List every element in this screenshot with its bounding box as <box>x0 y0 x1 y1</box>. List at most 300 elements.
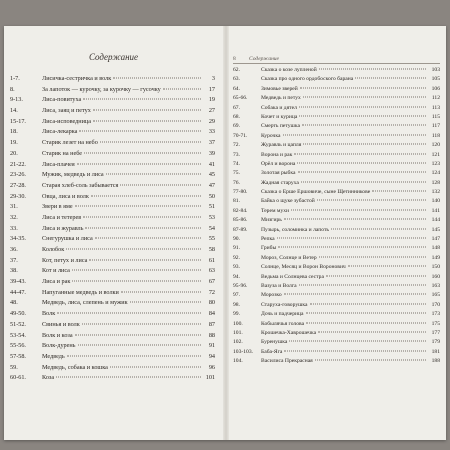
toc-entry <box>233 132 440 141</box>
toc-entry-number: 33. <box>10 224 18 232</box>
dot-leader <box>130 302 201 303</box>
dot-leader <box>93 120 201 121</box>
toc-entry-title: За лапоток — курочку, за курочку — гусочку <box>42 85 161 93</box>
toc-entry-number: 44-47. <box>10 288 26 296</box>
toc-entry-page: 148 <box>431 245 440 252</box>
toc-entry <box>233 357 440 366</box>
toc-entry-number: 55-56. <box>10 342 26 350</box>
toc-entry-page: 145 <box>431 226 440 233</box>
toc-entry <box>233 235 440 244</box>
toc-entry-page: 41 <box>208 160 215 168</box>
toc-entry-number: 20. <box>10 149 18 157</box>
toc-entry-title: Жадная старуха <box>261 179 299 186</box>
toc-entry-number: 32. <box>10 213 18 221</box>
dot-leader <box>121 291 201 292</box>
toc-entry-title: Мизгирь <box>261 217 282 224</box>
toc-entry-number: 65-66. <box>233 95 248 102</box>
toc-entry-title: Василиса Прекрасная <box>261 358 313 365</box>
toc-entry-title: Медведь и петух <box>261 95 301 102</box>
dot-leader <box>72 281 201 282</box>
toc-entry-number: 77-80. <box>233 189 248 196</box>
toc-entry-title: Овца, лиса и волк <box>42 192 89 200</box>
toc-entry-page: 91 <box>208 342 215 350</box>
toc-entry-page: 105 <box>431 76 440 83</box>
dot-leader <box>284 219 426 220</box>
dot-leader <box>300 87 426 88</box>
toc-entry-title: Буренушка <box>261 339 288 346</box>
toc-entry-page: 17 <box>208 85 215 93</box>
dot-leader <box>93 110 201 111</box>
toc-entry-number: 67. <box>233 104 240 111</box>
toc-entry-title: Колобок <box>42 246 65 253</box>
toc-entry-number: 104. <box>233 358 243 365</box>
toc-entry <box>10 213 215 224</box>
toc-entry-title: Снегурушка и лиса <box>42 235 93 243</box>
toc-entry-number: 63. <box>233 76 240 83</box>
toc-entry-title: Кот, петух и лиса <box>42 256 88 264</box>
toc-entry-number: 82-84. <box>233 207 248 214</box>
dot-leader <box>299 284 426 285</box>
dot-leader <box>95 238 201 239</box>
toc-entry <box>10 234 215 245</box>
toc-entry-title: Лиса, заяц и петух <box>42 107 91 115</box>
toc-entry <box>233 104 440 113</box>
toc-entry-number: 27-28. <box>10 181 26 189</box>
right-page <box>229 26 446 440</box>
toc-entry-title: Дочь и падчерица <box>261 311 304 318</box>
left-page <box>4 26 223 440</box>
toc-entry-number: 98. <box>233 301 240 308</box>
dot-leader <box>315 360 426 361</box>
toc-entry-page: 115 <box>431 113 440 120</box>
toc-entry-page: 173 <box>431 311 440 318</box>
toc-entry-number: 91. <box>233 245 240 252</box>
toc-entry <box>10 170 215 181</box>
dot-leader <box>319 256 426 257</box>
toc-entry <box>10 202 215 213</box>
dot-leader <box>372 191 426 192</box>
toc-entry-number: 87-89. <box>233 226 248 233</box>
dot-leader <box>306 322 426 323</box>
toc-entry-page: 33 <box>208 128 215 136</box>
toc-entry-page: 160 <box>431 273 440 280</box>
toc-entry-number: 70-71. <box>233 132 248 139</box>
toc-entry <box>10 224 215 235</box>
toc-entry-page: 124 <box>431 170 440 177</box>
toc-entry-page: 179 <box>431 339 440 346</box>
toc-entry-page: 87 <box>208 320 215 328</box>
toc-entry-number: 68. <box>233 113 240 120</box>
toc-entry-number: 48. <box>10 299 18 307</box>
dot-leader <box>302 125 426 126</box>
toc-entry-number: 73. <box>233 151 240 158</box>
dot-leader <box>294 153 426 154</box>
toc-entry-page: 101 <box>205 374 215 382</box>
toc-entry-number: 74. <box>233 160 240 167</box>
toc-entry-title: Коза <box>42 374 55 382</box>
toc-entry-page: 27 <box>208 107 215 115</box>
toc-entry <box>10 138 215 149</box>
toc-entry-title: Терем мухи <box>261 207 290 214</box>
toc-entry-title: Сказка о козе лупленой <box>261 67 317 73</box>
toc-entry-page: 150 <box>431 264 440 271</box>
toc-entry <box>233 94 440 103</box>
toc-entry <box>233 226 440 235</box>
toc-entry-title: Орёл и ворона <box>261 160 296 167</box>
toc-entry <box>10 181 215 192</box>
toc-entry-page: 118 <box>431 132 440 139</box>
toc-entry-page: 117 <box>431 123 440 130</box>
toc-entry-number: 100. <box>233 320 243 327</box>
toc-entry-number: 1-7. <box>10 75 20 82</box>
toc-entry <box>233 197 440 206</box>
toc-entry <box>10 277 215 288</box>
dot-leader <box>326 275 426 276</box>
toc-entry-number: 93. <box>233 264 240 271</box>
toc-entry-page: 39 <box>208 149 215 157</box>
toc-list-left <box>10 74 215 384</box>
toc-entry-page: 147 <box>431 236 440 243</box>
page-title: Содержание <box>88 52 139 62</box>
running-head <box>233 56 440 64</box>
toc-entry-page: 181 <box>431 348 440 355</box>
toc-entry <box>233 273 440 282</box>
toc-entry <box>10 320 215 331</box>
dot-leader <box>72 270 201 271</box>
toc-entry-title: Лиса и журавль <box>42 224 84 232</box>
toc-entry <box>233 320 440 329</box>
toc-entry <box>10 192 215 203</box>
toc-entry-title: Лиса-плачея <box>42 160 75 168</box>
dot-leader <box>301 181 426 182</box>
toc-entry-number: 34-35. <box>10 235 26 243</box>
toc-entry-title: Лиса и рак <box>42 278 71 286</box>
toc-entry <box>233 310 440 319</box>
toc-entry-title: Золотая рыбка <box>261 170 296 177</box>
dot-leader <box>75 206 201 207</box>
toc-entry <box>10 117 215 128</box>
toc-entry <box>233 188 440 197</box>
toc-entry <box>233 85 440 94</box>
dot-leader <box>75 334 201 335</box>
toc-entry-page: 37 <box>208 139 215 147</box>
toc-entry-title: Старуха-говорушка <box>261 301 308 308</box>
toc-entry <box>233 141 440 150</box>
toc-entry-number: 59. <box>10 363 18 371</box>
toc-entry-title: Напуганные медведь и волки <box>42 288 119 296</box>
toc-entry-page: 63 <box>208 267 215 275</box>
toc-entry-title: Лиса и тетерев <box>42 213 82 221</box>
toc-entry-page: 61 <box>208 256 215 264</box>
toc-entry-title: Репка <box>261 236 275 243</box>
dot-leader <box>78 345 201 346</box>
dot-leader <box>85 227 201 228</box>
toc-entry <box>233 122 440 131</box>
running-head-page-number: 8 <box>233 56 236 62</box>
dot-leader <box>77 163 201 164</box>
toc-entry-number: 53-54. <box>10 331 26 339</box>
dot-leader <box>317 200 426 201</box>
toc-entry-number: 90. <box>233 236 240 243</box>
toc-entry-page: 58 <box>208 246 215 253</box>
toc-entry-number: 62. <box>233 67 240 73</box>
toc-entry-page: 123 <box>431 160 440 167</box>
toc-entry <box>10 341 215 352</box>
toc-entry-page: 55 <box>208 235 215 243</box>
toc-entry <box>10 373 215 384</box>
toc-entry-title: Вазуза и Волга <box>261 282 297 289</box>
toc-entry-number: 38. <box>10 267 18 275</box>
dot-leader <box>83 99 201 100</box>
dot-leader <box>84 152 201 153</box>
dot-leader <box>298 172 426 173</box>
toc-entry-title: Мороз, Солнце и Ветер <box>261 254 317 261</box>
toc-entry <box>233 160 440 169</box>
toc-entry-number: 39-43. <box>10 278 26 286</box>
dot-leader <box>106 174 201 175</box>
toc-entry-title: Кочет и курица <box>261 113 298 120</box>
toc-entry <box>233 66 440 75</box>
toc-entry-number: 36. <box>10 246 18 253</box>
toc-entry-number: 14. <box>10 107 18 115</box>
toc-entry <box>10 331 215 342</box>
toc-entry-number: 97. <box>233 292 240 299</box>
toc-entry <box>233 338 440 347</box>
toc-entry-page: 144 <box>431 217 440 224</box>
toc-entry-number: 19. <box>10 139 18 147</box>
toc-entry-page: 19 <box>208 96 215 104</box>
dot-leader <box>277 238 426 239</box>
toc-entry-page: 80 <box>208 299 215 307</box>
toc-entry-page: 45 <box>208 171 215 179</box>
toc-entry <box>233 254 440 263</box>
toc-entry <box>233 216 440 225</box>
toc-entry-title: Свинья и волк <box>42 320 80 328</box>
toc-entry-number: 103-103. <box>233 348 254 355</box>
toc-entry-title: Волк и коза <box>42 331 73 339</box>
toc-entry-page: 88 <box>208 331 215 339</box>
toc-entry-title: Сказка про одного ордобоского барана <box>261 76 354 83</box>
toc-entry-title: Старая хлеб-соль забывается <box>42 181 119 189</box>
dot-leader <box>291 209 426 210</box>
toc-entry <box>233 151 440 160</box>
dot-leader <box>278 247 426 248</box>
toc-entry-page: 165 <box>431 292 440 299</box>
dot-leader <box>348 266 426 267</box>
toc-entry-title: Зимовье зверей <box>261 85 298 92</box>
toc-entry-page: 103 <box>431 67 440 73</box>
dot-leader <box>57 313 201 314</box>
toc-entry-number: 23-26. <box>10 171 26 179</box>
toc-entry-title: Лисичка-сестричка и волк <box>42 75 112 82</box>
dot-leader <box>299 115 426 116</box>
toc-entry-number: 9-13. <box>10 96 23 104</box>
toc-entry-page: 113 <box>431 104 440 111</box>
dot-leader <box>89 259 201 260</box>
toc-entry-page: 140 <box>431 198 440 205</box>
dot-leader <box>100 142 201 143</box>
toc-entry-page: 128 <box>431 179 440 186</box>
toc-entry <box>10 245 215 256</box>
toc-entry-title: Лиса-повитуха <box>42 96 82 104</box>
toc-entry-number: 75. <box>233 170 240 177</box>
toc-entry-number: 37. <box>10 256 18 264</box>
toc-entry-title: Старик на небе <box>42 149 83 157</box>
dot-leader <box>82 323 201 324</box>
dot-leader <box>303 144 426 145</box>
toc-entry-number: 64. <box>233 85 240 92</box>
dot-leader <box>299 106 426 107</box>
toc-entry-number: 81. <box>233 198 240 205</box>
toc-entry-title: Крошечка-Хаврошечка <box>261 329 317 336</box>
toc-entry-number: 99. <box>233 311 240 318</box>
toc-entry-page: 53 <box>208 213 215 221</box>
dot-leader <box>91 195 201 196</box>
toc-entry <box>10 106 215 117</box>
toc-entry-number: 15-17. <box>10 117 26 125</box>
dot-leader <box>110 366 201 367</box>
toc-entry-number: 72. <box>233 142 240 149</box>
dot-leader <box>297 162 426 163</box>
toc-entry <box>10 288 215 299</box>
toc-entry-number: 92. <box>233 254 240 261</box>
dot-leader <box>163 88 201 89</box>
toc-entry <box>10 95 215 106</box>
toc-entry-page: 121 <box>431 151 440 158</box>
toc-entry-page: 149 <box>431 254 440 261</box>
toc-entry-page: 175 <box>431 320 440 327</box>
toc-entry <box>233 75 440 84</box>
toc-entry <box>233 282 440 291</box>
toc-entry-number: 57-58. <box>10 352 26 360</box>
toc-entry-page: 112 <box>431 95 440 102</box>
dot-leader <box>319 69 426 70</box>
toc-entry-title: Ворона и рак <box>261 151 293 158</box>
toc-entry-title: Ведьма и Солнцева сестра <box>261 273 324 280</box>
toc-entry-page: 106 <box>431 85 440 92</box>
toc-entry-page: 132 <box>431 189 440 196</box>
toc-entry-title: Баба-Яга <box>261 348 283 355</box>
toc-list-right <box>233 66 440 367</box>
toc-entry-page: 50 <box>208 192 215 200</box>
toc-entry-page: 163 <box>431 282 440 289</box>
toc-entry-title: Курочка <box>261 132 281 139</box>
toc-entry <box>10 298 215 309</box>
dot-leader <box>79 131 201 132</box>
dot-leader <box>283 134 427 135</box>
toc-entry-number: 102. <box>233 339 243 346</box>
toc-entry-number: 31. <box>10 203 18 211</box>
toc-entry <box>10 74 215 85</box>
toc-entry-title: Сказка о Ерше Ершовиче, сыне Щетинникове <box>261 189 371 196</box>
toc-entry-title: Лиса-лекарка <box>42 128 78 136</box>
toc-entry-page: 72 <box>208 288 215 296</box>
toc-entry-number: 49-50. <box>10 310 26 318</box>
toc-entry-title: Смерть петушка <box>261 123 300 130</box>
toc-entry-page: 84 <box>208 310 215 318</box>
dot-leader <box>303 97 426 98</box>
toc-entry-page: 188 <box>431 358 440 365</box>
toc-entry-number: 85-86. <box>233 217 248 224</box>
dot-leader <box>120 184 201 185</box>
toc-entry <box>10 160 215 171</box>
toc-entry-page: 96 <box>208 363 215 371</box>
toc-entry-title: Медведь <box>42 352 65 360</box>
toc-entry <box>233 348 440 357</box>
toc-entry-number: 29-30. <box>10 192 26 200</box>
toc-entry-title: Волк <box>42 310 56 318</box>
toc-entry-page: 47 <box>208 181 215 189</box>
dot-leader <box>113 78 201 79</box>
dot-leader <box>284 294 426 295</box>
toc-entry-number: 94. <box>233 273 240 280</box>
toc-entry-title: Медведь, собака и кошка <box>42 363 108 371</box>
toc-entry <box>233 291 440 300</box>
toc-entry-title: Солнце, Месяц и Ворон Воронович <box>261 264 346 271</box>
toc-entry-page: 67 <box>208 278 215 286</box>
dot-leader <box>331 228 426 229</box>
dot-leader <box>306 313 426 314</box>
toc-entry <box>10 127 215 138</box>
toc-entry-page: 120 <box>431 142 440 149</box>
toc-entry-page: 170 <box>431 301 440 308</box>
dot-leader <box>318 331 426 332</box>
toc-entry-number: 18. <box>10 128 18 136</box>
toc-entry <box>233 207 440 216</box>
toc-entry-title: Байка о щуке зубастой <box>261 198 315 205</box>
toc-entry-title: Грибы <box>261 245 277 252</box>
toc-entry-title: Кот и лиса <box>42 267 70 275</box>
dot-leader <box>67 355 201 356</box>
book-spread <box>4 26 446 440</box>
dot-leader <box>355 78 426 79</box>
toc-entry-number: 101. <box>233 329 243 336</box>
toc-entry <box>10 352 215 363</box>
toc-entry <box>10 149 215 160</box>
toc-entry-title: Пузырь, соломинка и лапоть <box>261 226 329 233</box>
toc-entry <box>10 256 215 267</box>
toc-entry-title: Кобылячья голова <box>261 320 305 327</box>
toc-entry-number: 8. <box>10 85 15 93</box>
toc-entry-title: Мужик, медведь и лиса <box>42 171 104 179</box>
toc-entry <box>233 244 440 253</box>
toc-entry-page: 54 <box>208 224 215 232</box>
toc-entry-page: 29 <box>208 117 215 125</box>
toc-entry <box>10 85 215 96</box>
toc-entry-number: 95-96. <box>233 282 248 289</box>
toc-entry-page: 94 <box>208 352 215 360</box>
toc-entry-title: Журавль и цапля <box>261 142 302 149</box>
toc-entry-page: 141 <box>431 207 440 214</box>
toc-entry <box>233 329 440 338</box>
dot-leader <box>56 377 201 378</box>
dot-leader <box>310 303 426 304</box>
toc-entry-title: Волк-дурень <box>42 342 76 350</box>
toc-entry-page: 3 <box>211 75 215 82</box>
dot-leader <box>284 350 426 351</box>
toc-entry <box>10 363 215 374</box>
toc-entry-title: Лиса-исповедница <box>42 117 91 125</box>
toc-entry <box>233 263 440 272</box>
toc-entry-number: 60-61. <box>10 374 26 382</box>
toc-entry-number: 69. <box>233 123 240 130</box>
toc-entry-title: Морозко <box>261 292 282 299</box>
toc-entry <box>233 169 440 178</box>
toc-entry-number: 76. <box>233 179 240 186</box>
dot-leader <box>83 216 201 217</box>
dot-leader <box>66 249 201 250</box>
toc-entry <box>10 266 215 277</box>
